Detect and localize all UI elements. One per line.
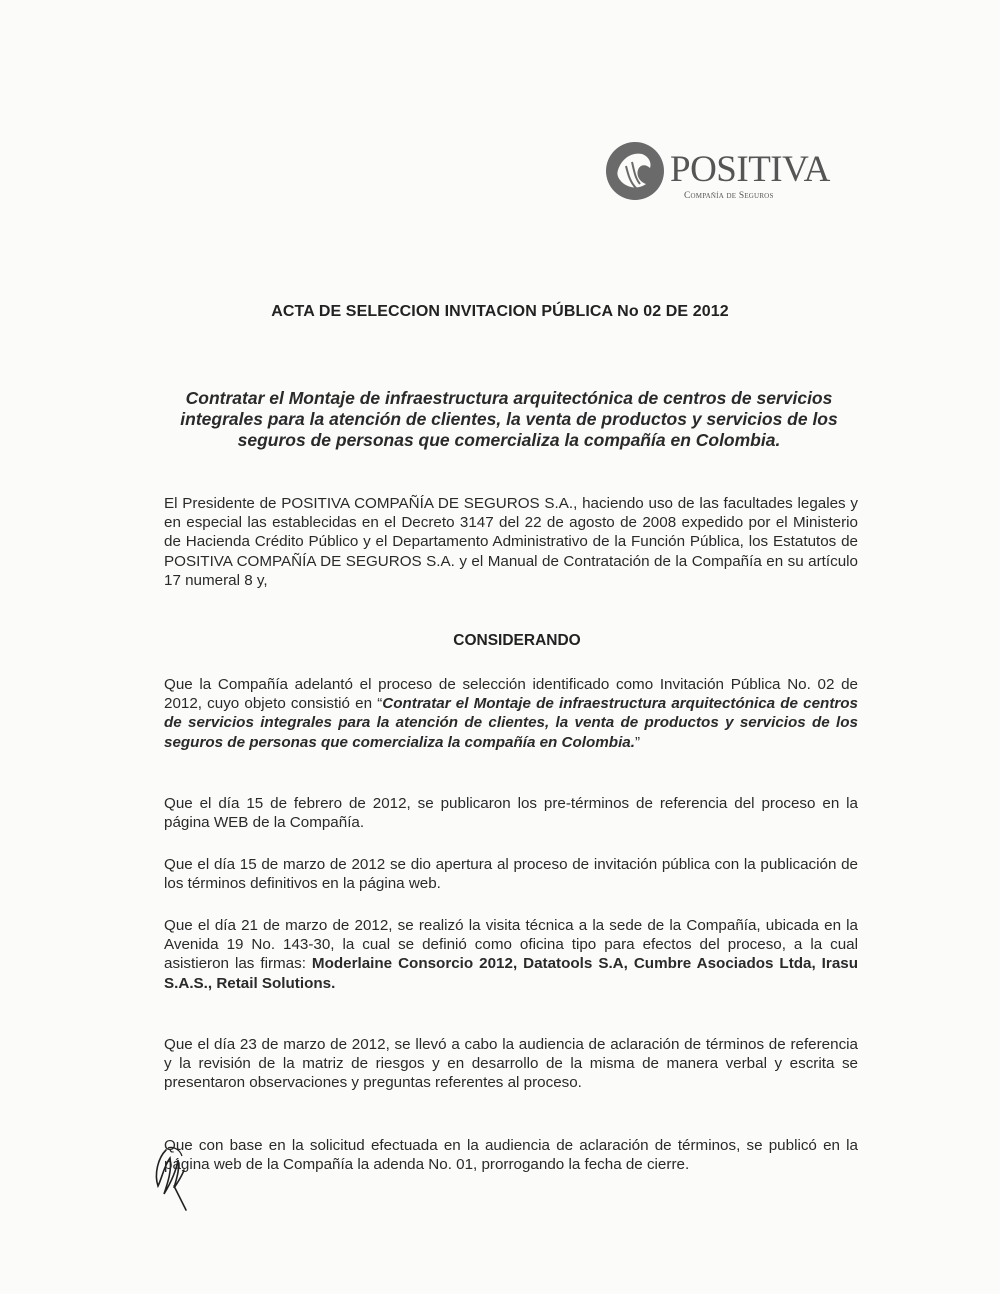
considerando-paragraph-6: Que con base en la solicitud efectuada en la audiencia de aclaración de términos, se publicó en la página web de la Compañía la adenda No. 01, prorrogando la fecha de cierre. <box>164 1137 858 1174</box>
considerando-paragraph-5: Que el día 23 de marzo de 2012, se llevó a cabo la audiencia de aclaración de términos de referencia y la revisión de la matriz de riesgos y en desarrollo de la misma de manera verbal y escrita se presentaron observaciones y preguntas referentes al proceso. <box>164 1036 858 1092</box>
considerando-1-prefix: Que la Compañía adelantó el proceso de selección identificado como Invitación Pública No. 02 de 2012, cuyo objeto consistió en “ <box>164 676 858 713</box>
considerando-1-suffix: ” <box>634 733 641 751</box>
logo-subtitle: Compañía de Seguros <box>684 191 774 201</box>
intro-paragraph: El Presidente de POSITIVA COMPAÑÍA DE SEGUROS S.A., haciendo uso de las facultades legales y en especial las establecidas en el Decreto 3147 del 22 de agosto de 2008 expedido por el Ministerio de Hacienda Crédito Público y el Departamento Administrativo de la Función Pública, los Estatutos de POSITIVA COMPAÑÍA DE SEGUROS S.A. y el Manual de Contratación de la Compañía en su artículo 17 numeral 8 y, <box>164 495 858 589</box>
considerando-1-object: Contratar el Montaje de infraestructura arquitectónica de centros de servicios integrales para la atención de clientes, la venta de productos y servicios de los seguros de personas que comercializa la compañía en Colombia. <box>164 695 859 751</box>
document-title: ACTA DE SELECCION INVITACION PÚBLICA No 02 DE 2012 <box>271 303 729 320</box>
considerando-4-prefix: Que el día 21 de marzo de 2012, se realizó la visita técnica a la sede de la Compañía, ubicada en la Avenida 19 No. 143-30, la cual se definió como oficina tipo para efectos del proceso, a la cual asistieron las firmas: <box>164 917 858 973</box>
considerando-heading: CONSIDERANDO <box>453 632 581 649</box>
considerando-4-firms: Moderlaine Consorcio 2012, Datatools S.A, Cumbre Asociados Ltda, Irasu S.A.S., Retail Solutions. <box>164 955 858 992</box>
considerando-paragraph-4 <box>164 916 858 993</box>
handwritten-initials-signature <box>152 1140 192 1212</box>
considerando-paragraph-1 <box>164 675 858 752</box>
document-subject: Contratar el Montaje de infraestructura arquitectónica de centros de servicios integrales para la atención de clientes, la venta de productos y servicios de los seguros de personas que comercializa la compañía en Colombia. <box>180 388 838 450</box>
considerando-paragraph-2: Que el día 15 de febrero de 2012, se publicaron los pre-términos de referencia del proceso en la página WEB de la Compañía. <box>164 795 858 832</box>
positiva-logo <box>604 140 844 210</box>
logo-brand-text: POSITIVA <box>670 149 830 190</box>
positiva-emblem-icon <box>604 140 666 202</box>
considerando-paragraph-3: Que el día 15 de marzo de 2012 se dio apertura al proceso de invitación pública con la publicación de los términos definitivos en la página web. <box>164 856 858 893</box>
